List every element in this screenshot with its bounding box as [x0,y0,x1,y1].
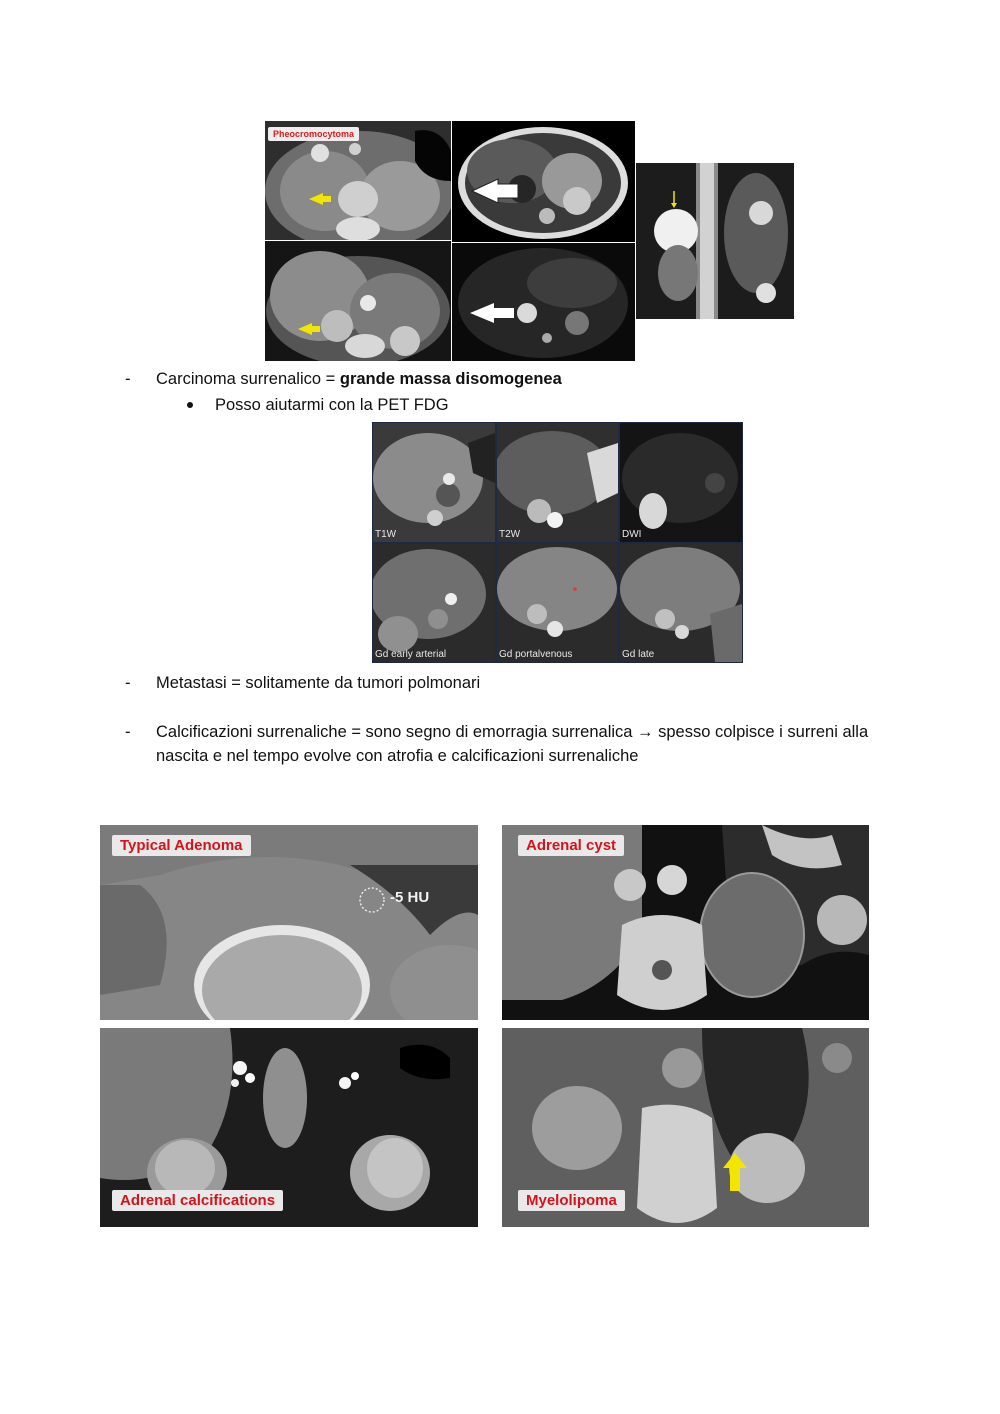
pheo-mri-coronal-image [636,163,794,319]
pheo-label: Pheocromocytoma [268,127,359,141]
mri-t1w-image [373,423,495,542]
adrenal-calcifications-image [100,1028,478,1227]
carcinoma-text: Carcinoma surrenalico = [156,370,340,388]
typical-adenoma-label: Typical Adenoma [112,835,251,856]
typical-adenoma-image [100,825,478,1020]
carcinoma-bold-text: grande massa disomogenea [339,370,562,388]
mri-label-t1w: T1W [375,529,397,540]
adenoma-hu-label: -5 HU [390,889,430,906]
adrenal-calcifications-label: Adrenal calcifications [112,1190,283,1211]
bullet-marker [187,402,193,408]
pheo-ct-top-image [265,121,451,240]
adrenal-cyst-label: Adrenal cyst [518,835,624,856]
mri-dwi-image [620,423,742,542]
dash-marker: - [125,370,131,388]
pheo-mri-t2-image [452,121,635,242]
pheo-mri-t1-image [452,243,635,361]
dash-marker: - [125,674,131,692]
mri-label-dwi: DWI [622,529,642,540]
pet-fdg-line: Posso aiutarmi con la PET FDG [215,396,449,414]
mri-gd-late-image [620,544,742,662]
pheo-ct-bottom-image [265,241,451,361]
metastasi-line: Metastasi = solitamente da tumori polmonari [156,674,481,692]
calcificazioni-line-1: Calcificazioni surrenaliche = sono segno di emorragia surrenalica → spesso colpisce i surreni alla [156,723,869,741]
mri-gd-portalvenous-image [497,544,618,662]
mri-grid-figure [372,422,743,663]
myelolipoma-label: Myelolipoma [518,1190,625,1211]
adrenal-cyst-image [502,825,869,1020]
mri-t2w-image [497,423,618,542]
myelolipoma-image [502,1028,869,1227]
mri-gd-early-arterial-image [373,544,495,662]
dash-marker: - [125,723,131,741]
calcificazioni-line-2: nascita e nel tempo evolve con atrofia e calcificazioni surrenaliche [156,747,639,765]
carcinoma-line [156,367,562,391]
mri-label-t2w: T2W [499,529,521,540]
mri-label-gd-late: Gd late [622,649,655,660]
mri-label-gd-portalvenous: Gd portalvenous [499,649,573,660]
mri-label-gd-early-arterial: Gd early arterial [375,649,447,660]
